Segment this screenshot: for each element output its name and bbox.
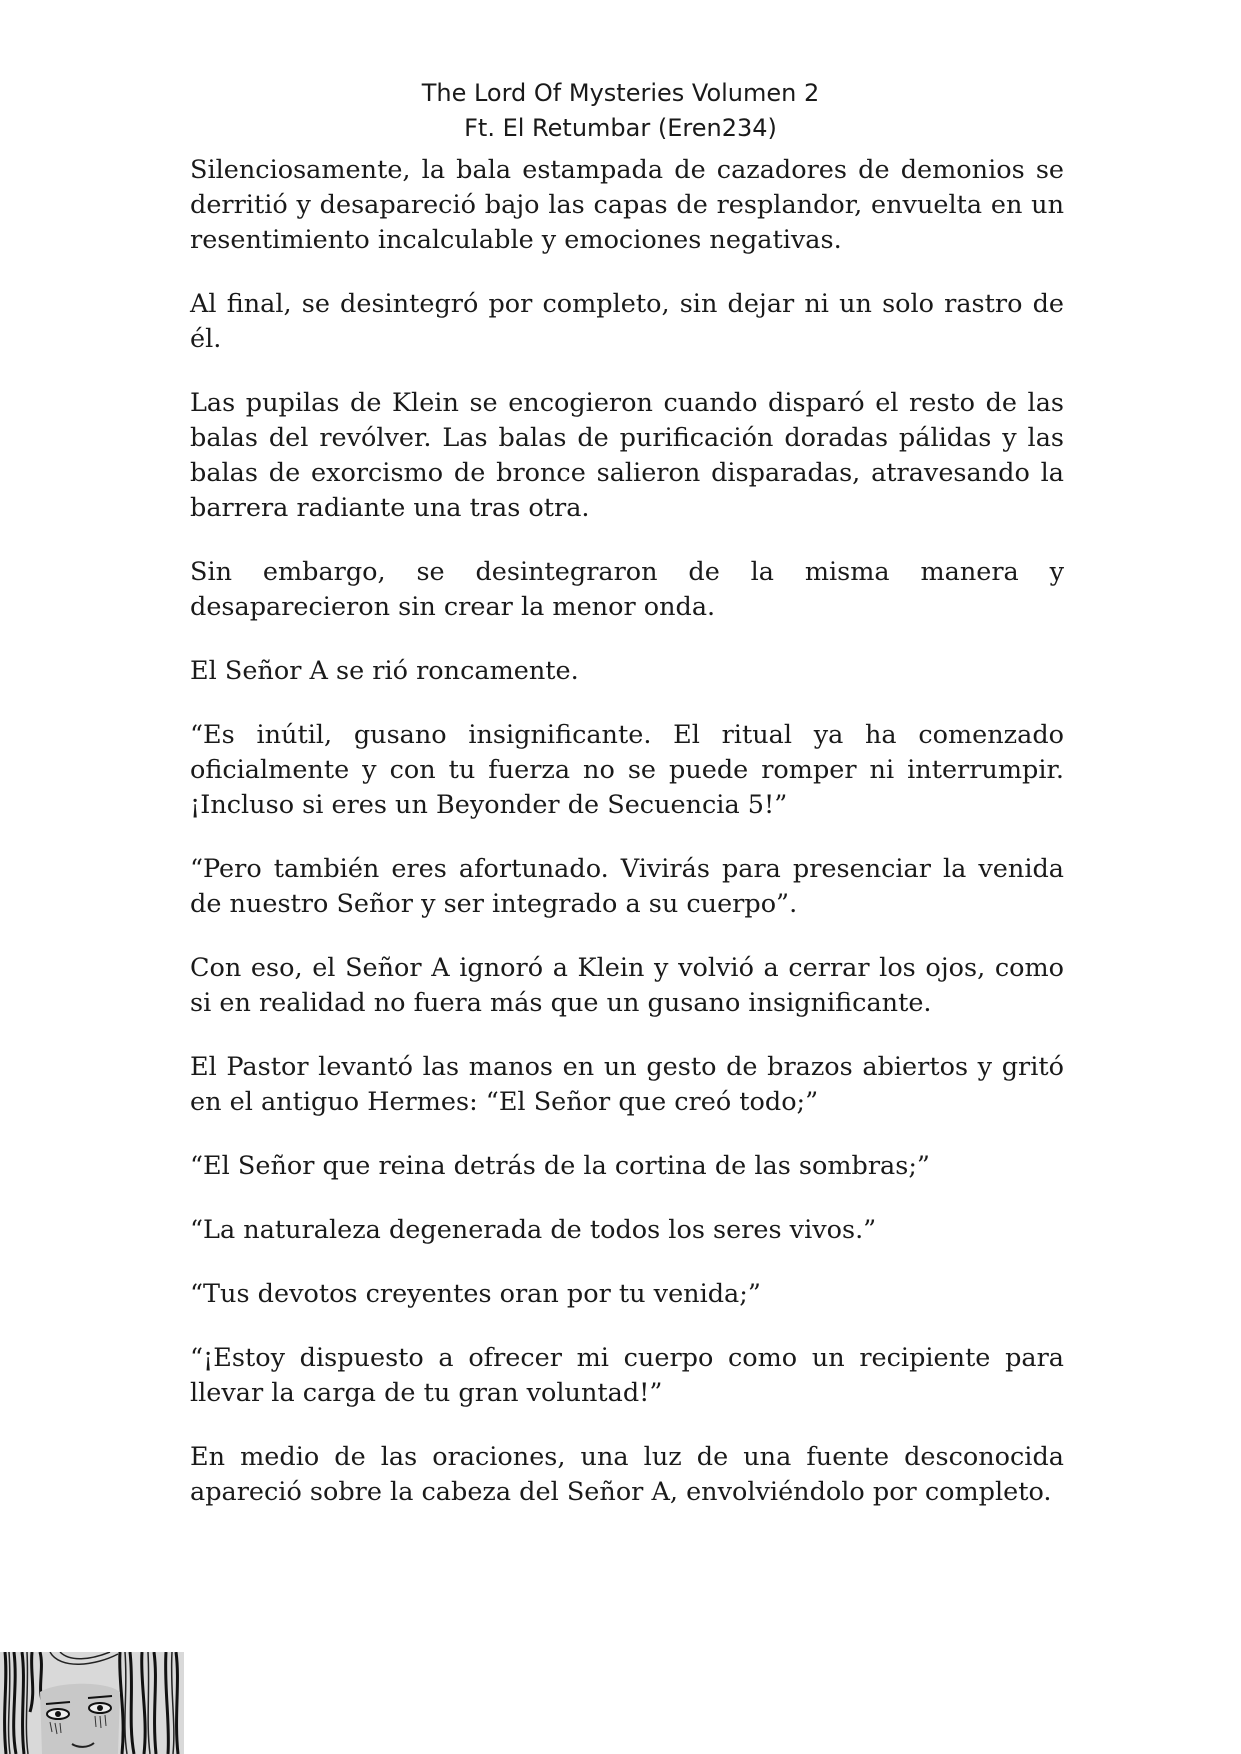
paragraph: “El Señor que reina detrás de la cortina de las sombras;” bbox=[190, 1151, 930, 1181]
paragraph: “¡Estoy dispuesto a ofrecer mi cuerpo como un recipiente para llevar la carga de tu gran voluntad!” bbox=[190, 1343, 1064, 1408]
header-title: The Lord Of Mysteries Volumen 2 bbox=[421, 79, 820, 107]
paragraph: “Es inútil, gusano insignificante. El ritual ya ha comenzado oficialmente y con tu fuerza no se puede romper ni interrumpir. ¡Incluso si eres un Beyonder de Secuencia 5!” bbox=[190, 720, 1064, 820]
manga-portrait-image bbox=[0, 1652, 184, 1754]
header-subtitle: Ft. El Retumbar (Eren234) bbox=[464, 114, 777, 142]
page-header bbox=[0, 76, 1241, 146]
paragraph: Con eso, el Señor A ignoró a Klein y volvió a cerrar los ojos, como si en realidad no fuera más que un gusano insignificante. bbox=[190, 953, 1064, 1018]
paragraph: Las pupilas de Klein se encogieron cuando disparó el resto de las balas del revólver. Las balas de purificación doradas pálidas y las balas de exorcismo de bronce salieron disparadas, atravesando la barrera radiante una tras otra. bbox=[190, 388, 1064, 523]
paragraph: El Señor A se rió roncamente. bbox=[190, 656, 579, 686]
paragraph: Sin embargo, se desintegraron de la misma manera y desaparecieron sin crear la menor onda. bbox=[190, 557, 1064, 622]
page-body bbox=[190, 153, 1064, 1539]
paragraph: “Tus devotos creyentes oran por tu venida;” bbox=[190, 1279, 761, 1309]
paragraph: Silenciosamente, la bala estampada de cazadores de demonios se derritió y desapareció bajo las capas de resplandor, envuelta en un resentimiento incalculable y emociones negativas. bbox=[190, 155, 1064, 255]
paragraph: Al final, se desintegró por completo, sin dejar ni un solo rastro de él. bbox=[190, 289, 1064, 354]
paragraph: “La naturaleza degenerada de todos los seres vivos.” bbox=[190, 1215, 877, 1245]
paragraph: En medio de las oraciones, una luz de una fuente desconocida apareció sobre la cabeza del Señor A, envolviéndolo por completo. bbox=[190, 1442, 1064, 1507]
paragraph: “Pero también eres afortunado. Vivirás para presenciar la venida de nuestro Señor y ser integrado a su cuerpo”. bbox=[190, 854, 1064, 919]
paragraph: El Pastor levantó las manos en un gesto de brazos abiertos y gritó en el antiguo Hermes: “El Señor que creó todo;” bbox=[190, 1052, 1064, 1117]
